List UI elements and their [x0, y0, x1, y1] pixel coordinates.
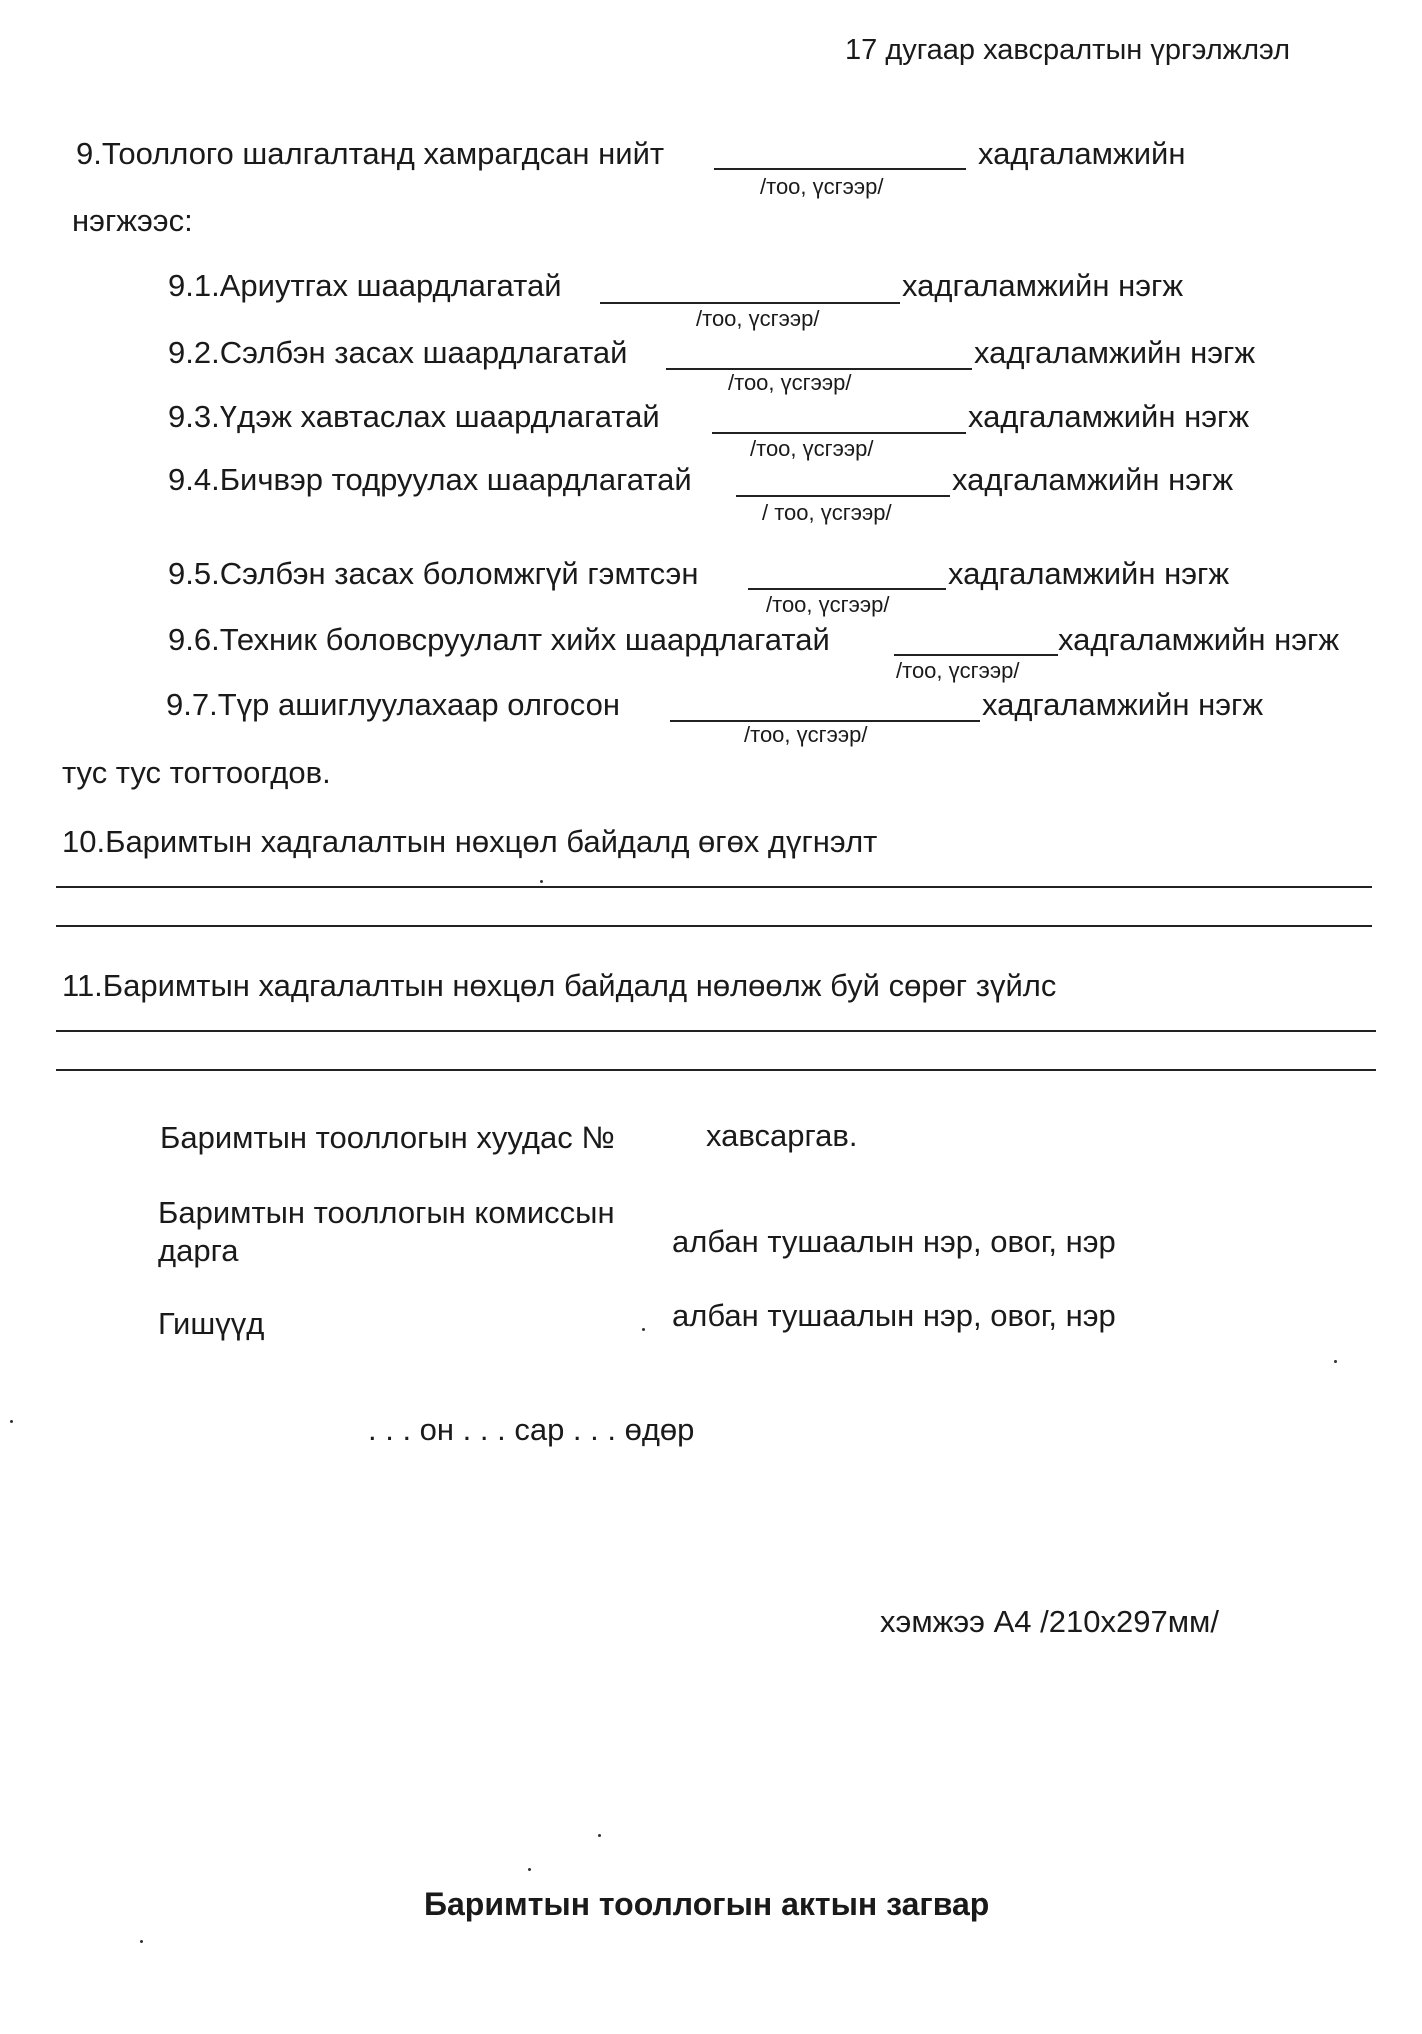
attachment-sheet-label: Баримтын тооллогын хуудас № — [160, 1120, 615, 1155]
item9-intro-unit: хадгаламжийн — [978, 136, 1186, 171]
item9-closing-text: тус тус тогтоогдов. — [62, 755, 331, 790]
item9-5-blank[interactable] — [748, 588, 946, 590]
item9-5-hint: /тоо, үсгээр/ — [766, 592, 890, 617]
item9-1-blank[interactable] — [600, 302, 900, 304]
item9-5-label: 9.5.Сэлбэн засах боломжгүй гэмтсэн — [168, 556, 699, 591]
item11-answer-line-2[interactable] — [56, 1069, 1376, 1071]
item9-2-label: 9.2.Сэлбэн засах шаардлагатай — [168, 335, 628, 370]
scan-speck — [540, 880, 543, 883]
item9-total-hint: /тоо, үсгээр/ — [760, 174, 884, 199]
scan-speck — [642, 1328, 645, 1331]
item9-2-hint: /тоо, үсгээр/ — [728, 370, 852, 395]
scan-speck — [140, 1940, 143, 1943]
scan-speck — [598, 1834, 601, 1837]
form-title: Баримтын тооллогын актын загвар — [424, 1886, 990, 1922]
item9-3-label: 9.3.Үдэж хавтаслах шаардлагатай — [168, 399, 660, 434]
item9-7-label: 9.7.Түр ашиглуулахаар олгосон — [166, 687, 620, 722]
item9-1-unit: хадгаламжийн нэгж — [902, 268, 1184, 303]
item9-total-blank[interactable] — [714, 168, 966, 170]
item9-1-label: 9.1.Ариутгах шаардлагатай — [168, 268, 562, 303]
item10-answer-line-2[interactable] — [56, 925, 1372, 927]
item9-3-blank[interactable] — [712, 432, 966, 434]
paper-size-note: хэмжээ А4 /210х297мм/ — [880, 1604, 1219, 1639]
item9-4-unit: хадгаламжийн нэгж — [952, 462, 1234, 497]
item9-6-blank[interactable] — [894, 654, 1058, 656]
commission-chair-label-line1: Баримтын тооллогын комиссын — [158, 1195, 615, 1230]
item10-label: 10.Баримтын хадгалалтын нөхцөл байдалд өгөх дүгнэлт — [62, 824, 878, 859]
item9-7-unit: хадгаламжийн нэгж — [982, 687, 1264, 722]
item9-6-label: 9.6.Техник боловсруулалт хийх шаардлагатай — [168, 622, 830, 657]
attachment-suffix: хавсаргав. — [706, 1118, 858, 1153]
commission-chair-label-line2: дарга — [158, 1233, 239, 1268]
item9-4-label: 9.4.Бичвэр тодруулах шаардлагатай — [168, 462, 692, 497]
chair-signature-fields: албан тушаалын нэр, овог, нэр — [672, 1224, 1116, 1259]
item9-2-unit: хадгаламжийн нэгж — [974, 335, 1256, 370]
members-label: Гишүүд — [158, 1306, 265, 1341]
members-signature-fields: албан тушаалын нэр, овог, нэр — [672, 1298, 1116, 1333]
annex-continuation-note: 17 дугаар хавсралтын үргэлжлэл — [845, 34, 1291, 66]
item10-answer-line-1[interactable] — [56, 886, 1372, 888]
item9-6-hint: /тоо, үсгээр/ — [896, 658, 1020, 683]
item9-intro-text: 9.Тооллого шалгалтанд хамрагдсан нийт — [76, 136, 665, 171]
item9-3-unit: хадгаламжийн нэгж — [968, 399, 1250, 434]
item9-3-hint: /тоо, үсгээр/ — [750, 436, 874, 461]
date-line: . . . он . . . сар . . . өдөр — [368, 1412, 695, 1447]
item9-6-unit: хадгаламжийн нэгж — [1058, 622, 1340, 657]
scan-speck — [1334, 1360, 1337, 1363]
item9-intro-continuation: нэгжээс: — [72, 203, 193, 238]
item9-1-hint: /тоо, үсгээр/ — [696, 306, 820, 331]
item9-4-blank[interactable] — [736, 495, 950, 497]
item9-7-hint: /тоо, үсгээр/ — [744, 722, 868, 747]
scan-speck — [528, 1868, 531, 1871]
scan-speck — [10, 1420, 13, 1423]
item11-answer-line-1[interactable] — [56, 1030, 1376, 1032]
item11-label: 11.Баримтын хадгалалтын нөхцөл байдалд нөлөөлж буй сөрөг зүйлс — [62, 968, 1057, 1003]
item9-5-unit: хадгаламжийн нэгж — [948, 556, 1230, 591]
item9-4-hint: / тоо, үсгээр/ — [762, 500, 892, 525]
